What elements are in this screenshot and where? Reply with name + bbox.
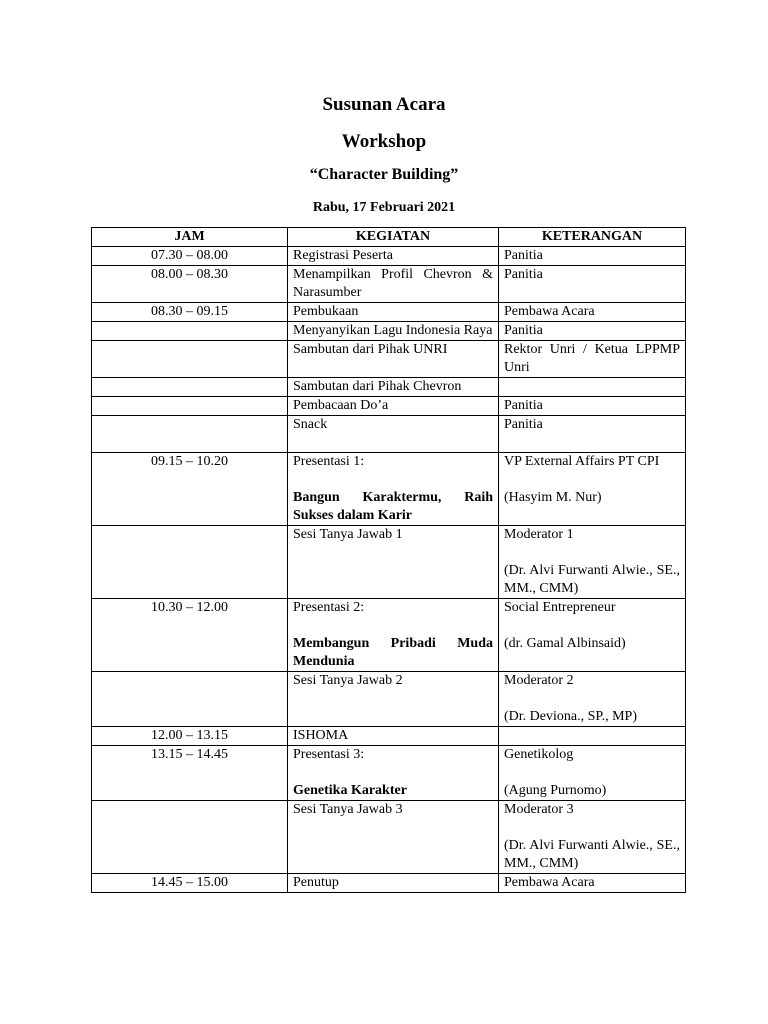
note-cell: Panitia — [499, 247, 686, 266]
speaker-role: VP External Affairs PT CPI — [504, 454, 660, 469]
table-row — [92, 378, 686, 397]
table-row — [92, 672, 686, 727]
table-row — [92, 746, 686, 801]
time-cell: 10.30 – 12.00 — [92, 599, 288, 672]
note-cell: Rektor Unri / Ketua LPPMP Unri — [499, 341, 686, 378]
note-cell: Pembawa Acara — [499, 303, 686, 322]
activity-cell — [288, 453, 499, 526]
activity-cell: ISHOMA — [288, 727, 499, 746]
time-cell: 12.00 – 13.15 — [92, 727, 288, 746]
column-header-keterangan: KETERANGAN — [499, 228, 686, 247]
table-header-row — [92, 228, 686, 247]
time-cell: 13.15 – 14.45 — [92, 746, 288, 801]
column-header-kegiatan: KEGIATAN — [288, 228, 499, 247]
note-cell — [499, 599, 686, 672]
speaker-name: (Agung Purnomo) — [504, 783, 607, 798]
note-cell: Panitia — [499, 266, 686, 303]
workshop-theme: “Character Building” — [309, 166, 459, 183]
note-cell — [499, 378, 686, 397]
time-cell-empty — [92, 526, 288, 599]
activity-cell: Sambutan dari Pihak UNRI — [288, 341, 499, 378]
time-cell: 08.30 – 09.15 — [92, 303, 288, 322]
spacer — [504, 819, 680, 837]
table-row — [92, 599, 686, 672]
schedule-table — [91, 227, 686, 893]
table-row — [92, 416, 686, 453]
activity-cell — [288, 599, 499, 672]
time-cell: 14.45 – 15.00 — [92, 874, 288, 893]
activity-text: Presentasi 2: — [293, 600, 365, 615]
time-cell: 09.15 – 10.20 — [92, 453, 288, 526]
table-row — [92, 801, 686, 874]
note-cell — [499, 727, 686, 746]
speaker-name: (Hasyim M. Nur) — [504, 490, 602, 505]
activity-cell: Sesi Tanya Jawab 3 — [288, 801, 499, 874]
activity-cell: Pembukaan — [288, 303, 499, 322]
presentation-title: Membangun Pribadi Muda Mendunia — [293, 636, 493, 669]
spacer — [504, 690, 680, 708]
spacer — [293, 434, 493, 452]
table-row — [92, 453, 686, 526]
speaker-name: (dr. Gamal Albinsaid) — [504, 636, 626, 651]
speaker-role: Genetikolog — [504, 747, 574, 762]
spacer — [293, 471, 493, 489]
time-cell: 08.00 – 08.30 — [92, 266, 288, 303]
time-cell-empty — [92, 397, 288, 416]
note-cell — [499, 746, 686, 801]
activity-cell: Sesi Tanya Jawab 2 — [288, 672, 499, 727]
table-row — [92, 874, 686, 893]
moderator-label: Moderator 2 — [504, 673, 574, 688]
document-subtitle: Workshop — [341, 131, 427, 152]
activity-cell: Registrasi Peserta — [288, 247, 499, 266]
note-cell — [499, 453, 686, 526]
time-cell-empty — [92, 416, 288, 453]
presentation-title: Genetika Karakter — [293, 783, 407, 798]
document-title: Susunan Acara — [322, 94, 446, 115]
activity-cell: Penutup — [288, 874, 499, 893]
table-row — [92, 341, 686, 378]
moderator-label: Moderator 1 — [504, 527, 574, 542]
spacer — [504, 764, 680, 782]
spacer — [293, 764, 493, 782]
moderator-name: (Dr. Deviona., SP., MP) — [504, 709, 638, 724]
time-cell-empty — [92, 378, 288, 397]
speaker-role: Social Entrepreneur — [504, 600, 616, 615]
note-cell — [499, 801, 686, 874]
note-cell — [499, 672, 686, 727]
moderator-label: Moderator 3 — [504, 802, 574, 817]
activity-cell: Pembacaan Do’a — [288, 397, 499, 416]
activity-cell: Menampilkan Profil Chevron & Narasumber — [288, 266, 499, 303]
note-cell: Panitia — [499, 397, 686, 416]
activity-text: Snack — [293, 417, 328, 432]
moderator-name: (Dr. Alvi Furwanti Alwie., SE., MM., CMM) — [504, 838, 680, 871]
table-row — [92, 526, 686, 599]
table-row — [92, 397, 686, 416]
table-row — [92, 322, 686, 341]
table-row — [92, 727, 686, 746]
activity-cell: Sambutan dari Pihak Chevron — [288, 378, 499, 397]
note-cell — [499, 526, 686, 599]
time-cell-empty — [92, 672, 288, 727]
spacer — [504, 544, 680, 562]
time-cell-empty — [92, 322, 288, 341]
note-cell: Panitia — [499, 416, 686, 453]
event-date: Rabu, 17 Februari 2021 — [312, 200, 456, 215]
activity-cell — [288, 416, 499, 453]
spacer — [293, 617, 493, 635]
table-row — [92, 303, 686, 322]
column-header-jam: JAM — [92, 228, 288, 247]
table-row — [92, 266, 686, 303]
note-cell: Panitia — [499, 322, 686, 341]
spacer — [504, 471, 680, 489]
moderator-name: (Dr. Alvi Furwanti Alwie., SE., MM., CMM) — [504, 563, 680, 596]
note-cell: Pembawa Acara — [499, 874, 686, 893]
time-cell-empty — [92, 341, 288, 378]
activity-cell: Menyanyikan Lagu Indonesia Raya — [288, 322, 499, 341]
activity-text: Presentasi 3: — [293, 747, 365, 762]
spacer — [504, 617, 680, 635]
table-row — [92, 247, 686, 266]
time-cell-empty — [92, 801, 288, 874]
time-cell: 07.30 – 08.00 — [92, 247, 288, 266]
activity-cell: Sesi Tanya Jawab 1 — [288, 526, 499, 599]
activity-cell — [288, 746, 499, 801]
presentation-title: Bangun Karaktermu, Raih Sukses dalam Karir — [293, 490, 493, 523]
activity-text: Presentasi 1: — [293, 454, 365, 469]
